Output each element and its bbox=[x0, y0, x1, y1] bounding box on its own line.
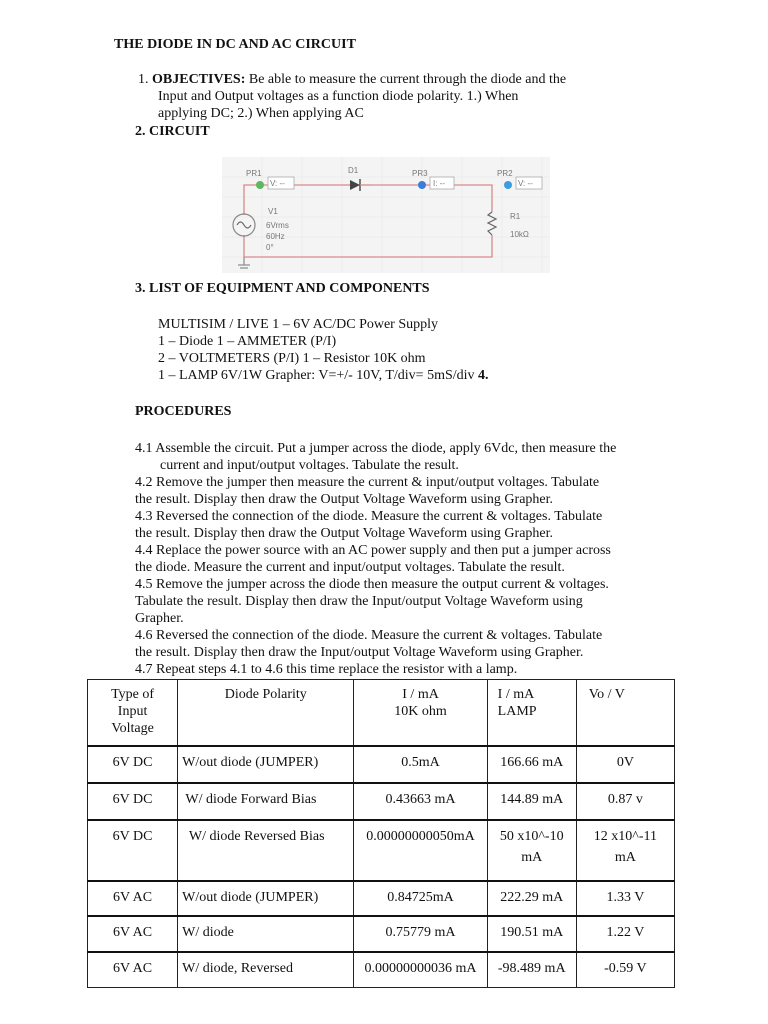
table-row bbox=[88, 820, 675, 881]
procedure-line: 4.4 Replace the power source with an AC power supply and then put a jumper across bbox=[135, 543, 611, 558]
cell-type: 6V AC bbox=[88, 952, 178, 988]
procedure-line: 4.7 Repeat steps 4.1 to 4.6 this time replace the resistor with a lamp. bbox=[135, 662, 518, 677]
cell-type: 6V AC bbox=[88, 881, 178, 916]
objectives-text-1: Be able to measure the current through the diode and the bbox=[248, 72, 567, 87]
label-r1: R1 bbox=[510, 212, 521, 221]
header-vo: Vo / V bbox=[576, 680, 674, 747]
cell-text: 12 x10^-11 bbox=[593, 829, 657, 844]
table-row bbox=[88, 916, 675, 952]
results-table bbox=[87, 679, 675, 988]
cell-vo bbox=[576, 820, 674, 881]
equipment-line-4 bbox=[158, 367, 489, 384]
cell-current-10k: 0.5mA bbox=[354, 746, 487, 783]
header-current-lamp bbox=[487, 680, 576, 747]
cell-polarity: W/ diode, Reversed bbox=[178, 952, 354, 988]
objectives-line1 bbox=[138, 71, 566, 88]
cell-current-10k: 0.00000000036 mA bbox=[354, 952, 487, 988]
table-row bbox=[88, 783, 675, 820]
label-d1: D1 bbox=[348, 166, 359, 175]
objectives-text-3: applying DC; 2.) When applying AC bbox=[158, 106, 364, 121]
label-pr1: PR1 bbox=[246, 169, 262, 178]
cell-polarity: W/ diode Forward Bias bbox=[178, 783, 354, 820]
cell-current-lamp: 166.66 mA bbox=[487, 746, 576, 783]
objectives-number: 1. bbox=[138, 72, 149, 87]
header-text: Type of bbox=[111, 687, 155, 702]
header-text: Voltage bbox=[111, 721, 154, 736]
table-row bbox=[88, 881, 675, 916]
cell-polarity: W/out diode (JUMPER) bbox=[178, 746, 354, 783]
procedure-line: current and input/output voltages. Tabulate the result. bbox=[160, 458, 459, 473]
circuit-diagram bbox=[222, 157, 550, 273]
cell-type: 6V AC bbox=[88, 916, 178, 952]
cell-vo: 1.22 V bbox=[576, 916, 674, 952]
label-pr2: PR2 bbox=[497, 169, 513, 178]
cell-vo: 1.33 V bbox=[576, 881, 674, 916]
label-pr1-reading: V: -- bbox=[270, 179, 285, 188]
procedure-line: the result. Display then draw the Output Voltage Waveform using Grapher. bbox=[135, 492, 554, 507]
procedure-line: 4.6 Reversed the connection of the diode. Measure the current & voltages. Tabulate bbox=[135, 628, 603, 643]
table-row bbox=[88, 952, 675, 988]
label-v1: V1 bbox=[268, 207, 278, 216]
equipment-line-3: 2 – VOLTMETERS (P/I) 1 – Resistor 10K ohm bbox=[158, 351, 426, 366]
cell-text: mA bbox=[521, 850, 543, 865]
cell-text: mA bbox=[614, 850, 636, 865]
cell-type: 6V DC bbox=[88, 783, 178, 820]
procedure-line: Tabulate the result. Display then draw the Input/output Voltage Waveform using bbox=[135, 594, 583, 609]
equipment-heading: 3. LIST OF EQUIPMENT AND COMPONENTS bbox=[135, 281, 430, 296]
procedure-line: the result. Display then draw the Output Voltage Waveform using Grapher. bbox=[135, 526, 554, 541]
label-pr3: PR3 bbox=[412, 169, 428, 178]
equipment-line-1: MULTISIM / LIVE 1 – 6V AC/DC Power Supply bbox=[158, 317, 439, 332]
header-text: I / mA bbox=[497, 687, 535, 702]
cell-current-10k: 0.43663 mA bbox=[354, 783, 487, 820]
cell-current-lamp bbox=[487, 820, 576, 881]
label-vrms: 6Vrms bbox=[266, 221, 289, 230]
procedures-heading: PROCEDURES bbox=[135, 404, 232, 419]
table-row bbox=[88, 746, 675, 783]
header-text: Input bbox=[117, 704, 148, 719]
header-text: 10K ohm bbox=[394, 704, 447, 719]
cell-type: 6V DC bbox=[88, 746, 178, 783]
label-phase: 0° bbox=[266, 243, 274, 252]
label-pr2-reading: V: -- bbox=[518, 179, 533, 188]
equipment-line-4-text: 1 – LAMP 6V/1W Grapher: V=+/- 10V, T/div= 5mS/div bbox=[158, 368, 479, 383]
header-input-voltage bbox=[88, 680, 178, 747]
objectives-text-2: Input and Output voltages as a function diode polarity. 1.) When bbox=[158, 89, 519, 104]
procedure-line: 4.5 Remove the jumper across the diode then measure the output current & voltages. bbox=[135, 577, 609, 592]
cell-type: 6V DC bbox=[88, 820, 178, 881]
cell-current-lamp: 222.29 mA bbox=[487, 881, 576, 916]
cell-polarity: W/ diode Reversed Bias bbox=[178, 820, 354, 881]
header-diode-polarity: Diode Polarity bbox=[178, 680, 354, 747]
header-text: I / mA bbox=[402, 687, 439, 702]
cell-current-lamp: 144.89 mA bbox=[487, 783, 576, 820]
cell-current-10k: 0.84725mA bbox=[354, 881, 487, 916]
label-hz: 60Hz bbox=[266, 232, 285, 241]
procedure-line: Grapher. bbox=[135, 611, 184, 626]
label-pr3-reading: I: -- bbox=[433, 179, 445, 188]
objectives-label: OBJECTIVES: bbox=[152, 72, 246, 87]
procedure-line: 4.1 Assemble the circuit. Put a jumper across the diode, apply 6Vdc, then measure the bbox=[135, 441, 617, 456]
page-title: THE DIODE IN DC AND AC CIRCUIT bbox=[114, 37, 356, 52]
table-header-row bbox=[88, 680, 675, 747]
header-text: LAMP bbox=[497, 704, 537, 719]
procedure-line: 4.3 Reversed the connection of the diode. Measure the current & voltages. Tabulate bbox=[135, 509, 603, 524]
cell-vo: 0.87 v bbox=[576, 783, 674, 820]
procedure-line: the result. Display then draw the Input/output Voltage Waveform using Grapher. bbox=[135, 645, 584, 660]
cell-current-lamp: -98.489 mA bbox=[487, 952, 576, 988]
procedure-line: 4.2 Remove the jumper then measure the current & input/output voltages. Tabulate bbox=[135, 475, 600, 490]
procedure-line: the diode. Measure the current and input/output voltages. Tabulate the result. bbox=[135, 560, 565, 575]
procedures-number: 4. bbox=[478, 368, 489, 383]
cell-polarity: W/ diode bbox=[178, 916, 354, 952]
header-current-10k bbox=[354, 680, 487, 747]
circuit-heading: 2. CIRCUIT bbox=[135, 124, 210, 139]
cell-text: 50 x10^-10 bbox=[499, 829, 564, 844]
label-r1-value: 10kΩ bbox=[510, 230, 529, 239]
equipment-line-2: 1 – Diode 1 – AMMETER (P/I) bbox=[158, 334, 337, 349]
cell-current-10k: 0.00000000050mA bbox=[354, 820, 487, 881]
cell-polarity: W/out diode (JUMPER) bbox=[178, 881, 354, 916]
cell-current-lamp: 190.51 mA bbox=[487, 916, 576, 952]
cell-vo: 0V bbox=[576, 746, 674, 783]
cell-current-10k: 0.75779 mA bbox=[354, 916, 487, 952]
cell-vo: -0.59 V bbox=[576, 952, 674, 988]
